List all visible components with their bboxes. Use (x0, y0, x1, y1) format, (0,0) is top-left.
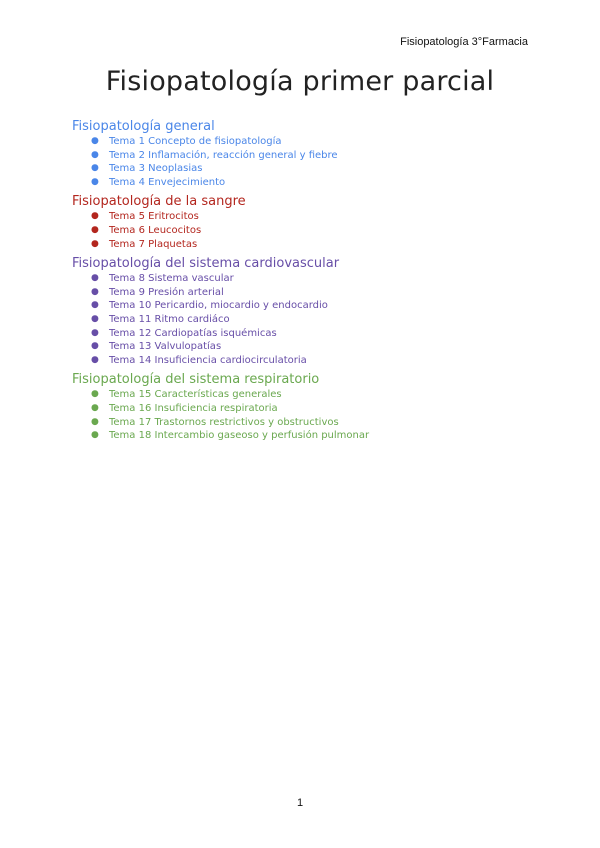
topic-item (72, 340, 542, 354)
topic-label: Tema 3 Neoplasias (109, 163, 203, 175)
topic-outline (72, 118, 542, 447)
section-title: Fisiopatología del sistema respiratorio (72, 372, 320, 388)
topic-label: Tema 8 Sistema vascular (109, 273, 234, 285)
topic-item (72, 327, 542, 341)
topic-item (72, 388, 542, 402)
section (72, 193, 542, 251)
bullet-icon: ● (91, 176, 99, 187)
bullet-icon: ● (91, 416, 99, 427)
bullet-icon: ● (91, 224, 99, 235)
bullet-icon: ● (91, 286, 99, 297)
bullet-icon: ● (91, 136, 99, 146)
bullet-icon: ● (91, 163, 99, 174)
topic-label: Tema 6 Leucocitos (109, 224, 202, 236)
page-title: Fisiopatología primer parcial (105, 66, 495, 97)
bullet-icon: ● (91, 149, 99, 160)
topic-item (72, 210, 542, 224)
topic-item (72, 354, 542, 368)
section-title: Fisiopatología general (72, 119, 215, 134)
topic-item (72, 176, 542, 190)
topic-label: Tema 16 Insuficiencia respiratoria (109, 402, 278, 414)
topic-item (72, 416, 542, 430)
topic-label: Tema 5 Eritrocitos (109, 211, 199, 223)
topic-label: Tema 9 Presión arterial (109, 286, 224, 298)
topic-label: Tema 1 Concepto de fisiopatología (109, 136, 282, 147)
header-note: Fisiopatología 3°Farmacia (400, 36, 528, 48)
topic-list (72, 388, 542, 442)
bullet-icon: ● (91, 341, 99, 352)
bullet-icon: ● (91, 430, 99, 441)
topic-label: Tema 14 Insuficiencia cardiocirculatoria (109, 354, 307, 366)
section (72, 371, 542, 442)
section (72, 255, 542, 367)
topic-label: Tema 4 Envejecimiento (109, 176, 226, 188)
topic-item (72, 313, 542, 327)
bullet-icon: ● (91, 389, 99, 400)
bullet-icon: ● (91, 273, 99, 284)
topic-label: Tema 15 Características generales (109, 389, 282, 401)
topic-item (72, 286, 542, 300)
topic-list (72, 135, 542, 189)
bullet-icon: ● (91, 327, 99, 338)
topic-label: Tema 18 Intercambio gaseoso y perfusión pulmonar (109, 430, 370, 442)
topic-list (72, 272, 542, 367)
topic-item (72, 224, 542, 238)
topic-item (72, 149, 542, 163)
topic-label: Tema 2 Inflamación, reacción general y fiebre (109, 149, 338, 161)
bullet-icon: ● (91, 300, 99, 311)
topic-item (72, 162, 542, 176)
bullet-icon: ● (91, 238, 99, 249)
bullet-icon: ● (91, 211, 99, 222)
bullet-icon: ● (91, 402, 99, 413)
section (72, 118, 542, 189)
page-number: 1 (296, 797, 304, 809)
topic-label: Tema 12 Cardiopatías isquémicas (109, 327, 277, 339)
topic-label: Tema 7 Plaquetas (109, 238, 198, 250)
bullet-icon: ● (91, 313, 99, 324)
topic-label: Tema 10 Pericardio, miocardio y endocardio (109, 300, 328, 312)
section-title: Fisiopatología de la sangre (72, 194, 246, 210)
topic-label: Tema 17 Trastornos restrictivos y obstructivos (109, 416, 339, 428)
section-title: Fisiopatología del sistema cardiovascular (72, 256, 340, 272)
topic-item (72, 402, 542, 416)
topic-list (72, 210, 542, 251)
bullet-icon: ● (91, 354, 99, 365)
topic-item (72, 272, 542, 286)
topic-label: Tema 13 Valvulopatías (109, 341, 222, 353)
topic-item (72, 135, 542, 149)
topic-label: Tema 11 Ritmo cardiáco (109, 313, 230, 325)
topic-item (72, 238, 542, 252)
topic-item (72, 429, 542, 443)
topic-item (72, 299, 542, 313)
